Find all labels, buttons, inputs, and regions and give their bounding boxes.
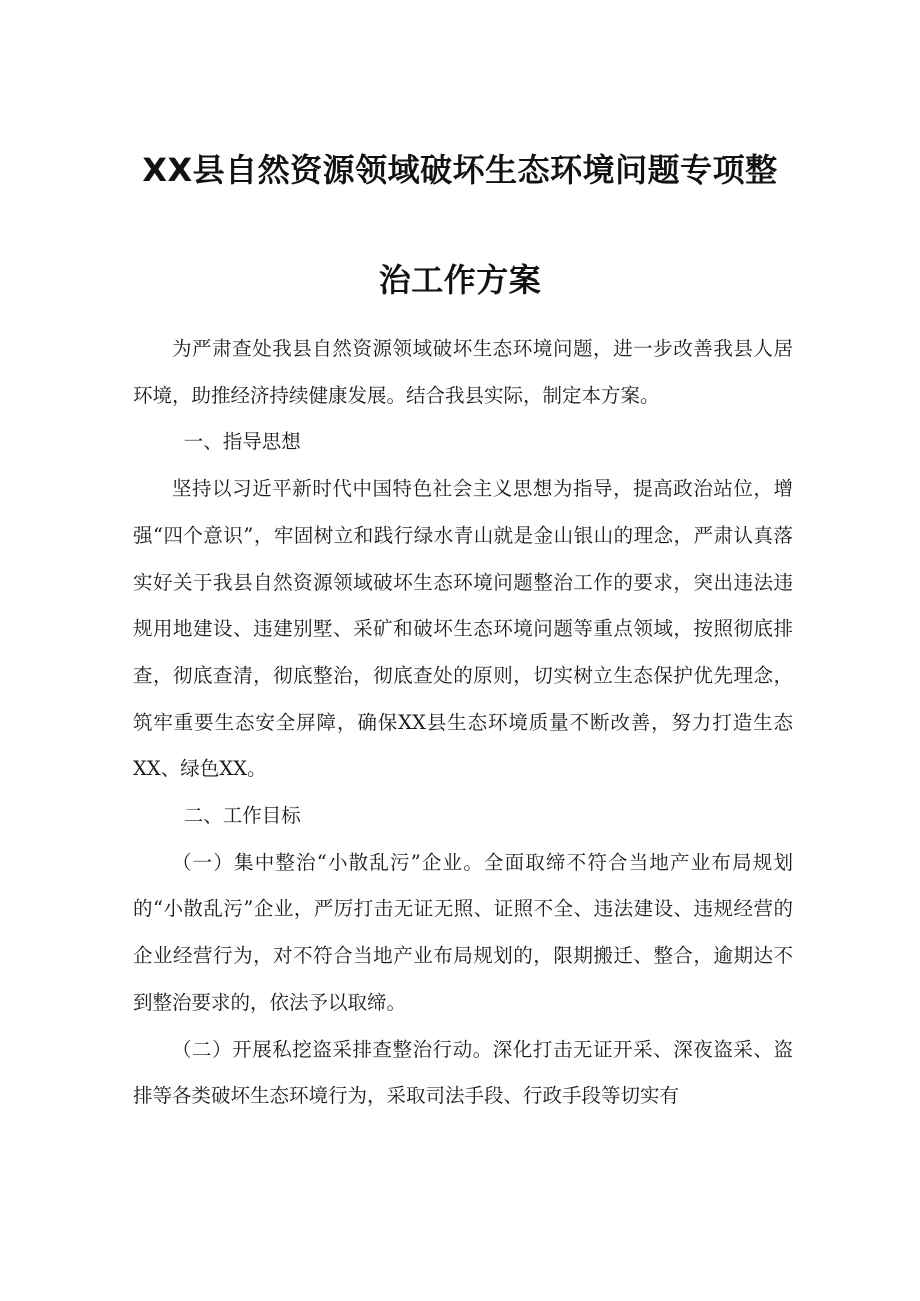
section-heading-work-goals: 二、工作目标: [183, 804, 301, 828]
document-title-line-2: 治工作方案: [378, 261, 542, 299]
section-heading-guiding-ideology: 一、指导思想: [183, 430, 301, 454]
goal-paragraph-1: （一）集中整治“小散乱污”企业。全面取缔不符合当地产业布局规划的“小散乱污”企业，严厉打击无证无照、证照不全、违法建设、违规经营的企业经营行为，对不符合当地产业布局规划的，限期搬迁、整合，逾期达不到整治要求的，依法予以取缔。: [133, 850, 793, 1014]
document-title-line-1: XX县自然资源领域破坏生态环境问题专项整: [142, 151, 778, 189]
intro-paragraph: 为严肃查处我县自然资源领域破坏生态环境问题，进一步改善我县人居环境，助推经济持续健康发展。结合我县实际，制定本方案。: [133, 337, 793, 407]
guiding-ideology-paragraph: 坚持以习近平新时代中国特色社会主义思想为指导，提高政治站位，增强“四个意识”，牢固树立和践行绿水青山就是金山银山的理念，严肃认真落实好关于我县自然资源领域破坏生态环境问题整治工作的要求，突出违法违规用地建设、违建别墅、采矿和破坏生态环境问题等重点领域，按照彻底排查，彻底查清，彻底整治，彻底查处的原则，切实树立生态保护优先理念，筑牢重要生态安全屏障，确保XX县生态环境质量不断改善，努力打造生态XX、绿色XX。: [133, 477, 793, 781]
goal-paragraph-2: （二）开展私挖盗采排查整治行动。深化打击无证开采、深夜盗采、盗排等各类破坏生态环境行为，采取司法手段、行政手段等切实有: [133, 1037, 793, 1108]
document-body: [133, 326, 793, 1120]
